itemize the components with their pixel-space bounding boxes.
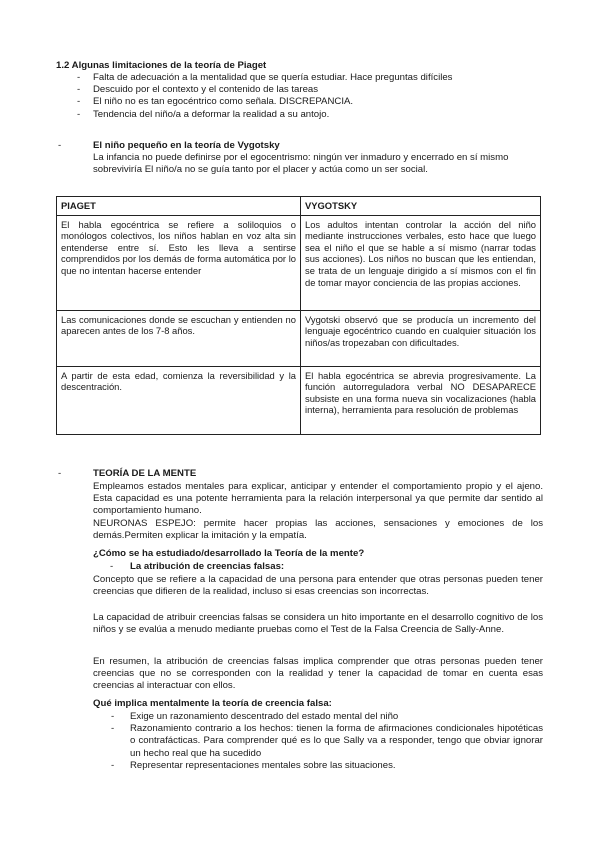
comparison-table — [56, 196, 541, 435]
list-item: - El niño no es tan egocéntrico como señala. DISCREPANCIA. — [77, 96, 354, 108]
section2-heading: El niño pequeño en la teoría de Vygotsky — [93, 140, 280, 151]
table-cell: Vygotski observó que se producía un incremento del lenguaje egocéntrico cuando en cualquier situación los niños/as tropezaban con dificultades. — [301, 310, 541, 366]
table-cell: El habla egocéntrica se abrevia progresivamente. La función autorreguladora verbal NO DESAPARECE subsiste en una forma nueva sin vocalizaciones (habla interna), herramienta para resolución de problemas — [301, 366, 541, 434]
table-header-piaget: PIAGET — [57, 197, 301, 216]
section2-dash: - — [58, 140, 62, 151]
section2-text: La infancia no puede definirse por el egocentrismo: ningún ver inmaduro y encerrado en sí mismo sobreviviría El niño/a no se guía tanto por el placer y actúa como un ser social. — [93, 152, 509, 176]
implications-list — [111, 711, 543, 772]
section3-paragraph-1: Empleamos estados mentales para explicar, anticipar y entender el comportamiento propio y el ajeno. Esta capacidad es una potente herramienta para la relación interpersonal ya que permite dar sentido al comportamiento humano. — [93, 481, 543, 517]
table-header-row — [57, 197, 541, 216]
table-cell: A partir de esta edad, comienza la reversibilidad y la descentración. — [57, 366, 301, 434]
table-cell: Los adultos intentan controlar la acción del niño mediante instrucciones verbales, esto hace que luego sea el niño el que se hable a sí mismo (narrar todas sus acciones). Los niños no buscan que les entiendan, se trata de un lenguaje dirigido a sí mismos con el fin de tomar mayor conciencia de las propias acciones. — [301, 215, 541, 310]
question-heading-2: Qué implica mentalmente la teoría de creencia falsa: — [93, 698, 332, 709]
subheading-false-beliefs: La atribución de creencias falsas: — [130, 561, 285, 572]
capacity-paragraph: La capacidad de atribuir creencias falsas se considera un hito importante en el desarrollo cognitivo de los niños y se evalúa a menudo mediante pruebas como el Test de la Falsa Creencia de Sally-Anne. — [93, 612, 543, 636]
subheading-dash: - — [110, 561, 114, 572]
list-item: - Representar representaciones mentales sobre las situaciones. — [111, 759, 396, 771]
table-header-vygotsky: VYGOTSKY — [301, 197, 541, 216]
table-row — [57, 310, 541, 366]
question-heading-1: ¿Cómo se ha estudiado/desarrollado la Teoría de la mente? — [93, 548, 365, 559]
summary-paragraph: En resumen, la atribución de creencias falsas implica comprender que otras personas pueden tener creencias que no se corresponden con la realidad y tener la capacidad de tomar en cuenta esas creencias al interactuar con ellos. — [93, 656, 543, 692]
section3-dash: - — [58, 468, 62, 479]
table-row — [57, 215, 541, 310]
list-item: - Razonamiento contrario a los hechos: tienen la forma de afirmaciones condicionales hipotéticas o contrafácticas. Para comprender qué es lo que Sally va a responder, tengo que obviar ignorar un hecho real que ha sucedido — [111, 723, 543, 759]
concept-paragraph: Concepto que se refiere a la capacidad de una persona para entender que otras personas pueden tener creencias que difieren de la realidad, incluso si esas creencias son incorrectas. — [93, 574, 543, 598]
section3-paragraph-2: NEURONAS ESPEJO: permite hacer propias las acciones, sensaciones y emociones de los demás.Permiten explicar la imitación y la empatía. — [93, 518, 543, 542]
section1-list — [77, 72, 557, 121]
table-cell: Las comunicaciones donde se escuchan y entienden no aparecen antes de los 7-8 años. — [57, 310, 301, 366]
section3-heading: TEORÍA DE LA MENTE — [93, 468, 197, 479]
table-row — [57, 366, 541, 434]
list-item: - Descuido por el contexto y el contenido de las tareas — [77, 84, 319, 96]
list-item: - Falta de adecuación a la mentalidad que se quería estudiar. Hace preguntas difíciles — [77, 72, 453, 83]
list-item: - Exige un razonamiento descentrado del estado mental del niño — [111, 711, 399, 722]
section1-heading: 1.2 Algunas limitaciones de la teoría de Piaget — [56, 60, 267, 71]
list-item: - Tendencia del niño/a a deformar la realidad a su antojo. — [77, 108, 330, 120]
table-cell: El habla egocéntrica se refiere a soliloquios o monólogos colectivos, los niños hablan en voz alta sin entenderse entre sí. Esto les lleva a sentirse comprendidos por los demás de forma automática por lo que no intentan hacerse entender — [57, 215, 301, 310]
